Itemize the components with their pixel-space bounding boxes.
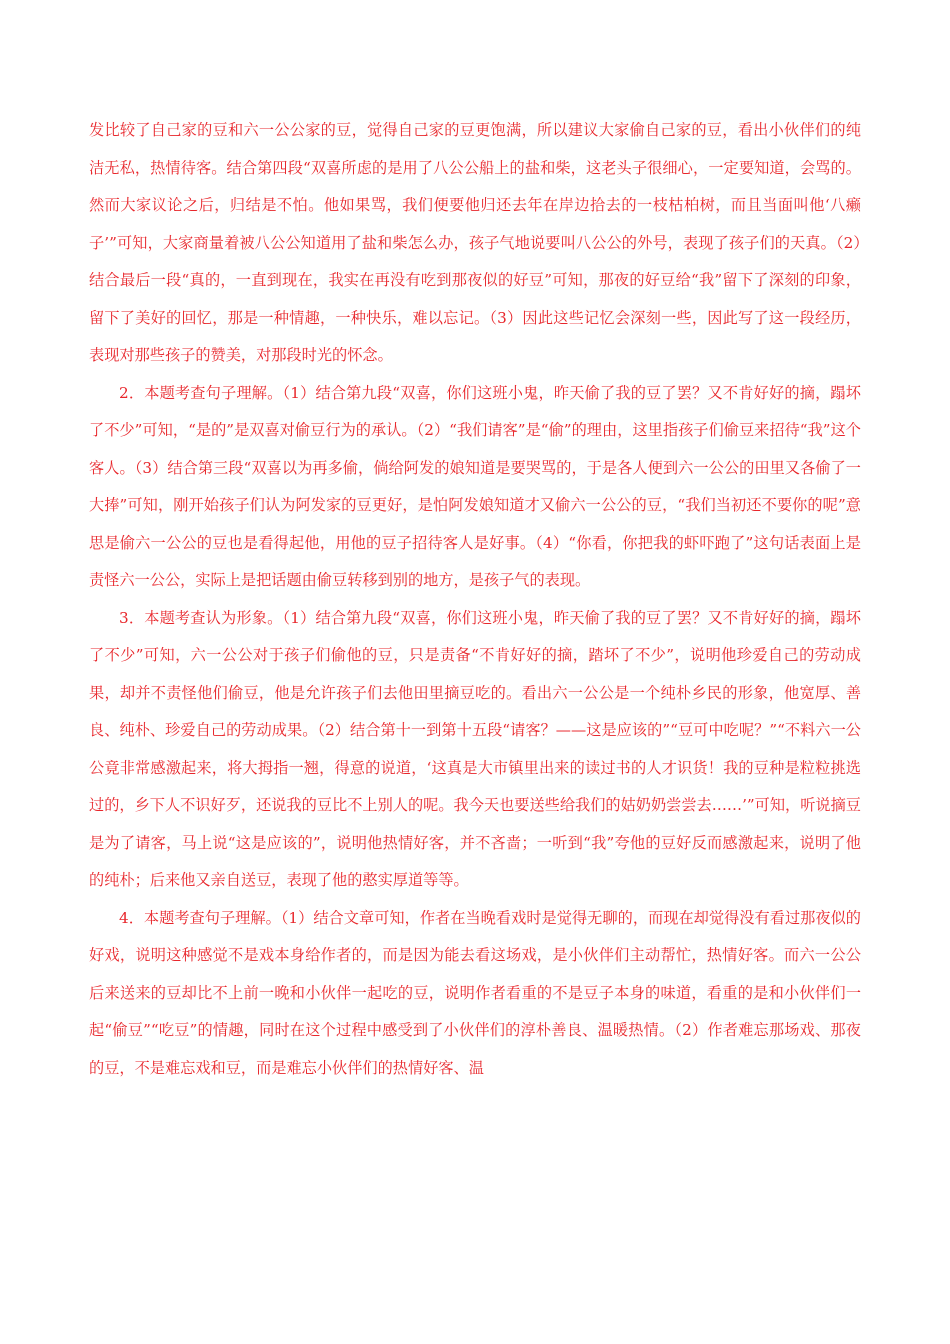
answer-paragraph-3: 3．本题考查认为形象。（1）结合第九段“双喜，你们这班小鬼，昨天偷了我的豆了罢？又不肯好好的摘，蹋坏了不少”可知，六一公公对于孩子们偷他的豆，只是责备“不肯好好的摘，踏坏了不少”，说明他珍爱自己的劳动成果，却并不责怪他们偷豆，他是允许孩子们去他田里摘豆吃的。看出六一公公是一个纯朴乡民的形象，他宽厚、善良、纯朴、珍爱自己的劳动成果。（2）结合第十一到第十五段“请客？——这是应该的”“豆可中吃呢？”“不料六一公公竟非常感激起来，将大拇指一翘，得意的说道，‘这真是大市镇里出来的读过书的人才识货！我的豆种是粒粒挑选过的，乡下人不识好歹，还说我的豆比不上别人的呢。我今天也要送些给我们的姑奶奶尝尝去……’”可知，听说摘豆是为了请客，马上说“这是应该的”，说明他热情好客，并不吝啬；一听到“我”夸他的豆好反而感激起来，说明了他的纯朴；后来他又亲自送豆，表现了他的憨实厚道等等。 (89, 608, 861, 889)
answer-paragraph-4: 4．本题考查句子理解。（1）结合文章可知，作者在当晚看戏时是觉得无聊的，而现在却觉得没有看过那夜似的好戏，说明这种感觉不是戏本身给作者的，而是因为能去看这场戏，是小伙伴们主动帮忙，热情好客。而六一公公后来送来的豆却比不上前一晚和小伙伴一起吃的豆，说明作者看重的不是豆子本身的味道，看重的是和小伙伴们一起“偷豆”“吃豆”的情趣，同时在这个过程中感受到了小伙伴们的淳朴善良、温暖热情。（2）作者难忘那场戏、那夜的豆，不是难忘戏和豆，而是难忘小伙伴们的热情好客、温 (89, 908, 861, 1077)
answer-paragraph-2: 2．本题考查句子理解。（1）结合第九段“双喜，你们这班小鬼，昨天偷了我的豆了罢？又不肯好好的摘，蹋坏了不少”可知，“是的”是双喜对偷豆行为的承认。（2）“我们请客”是“偷”的理由，这里指孩子们偷豆来招待“我”这个客人。（3）结合第三段“双喜以为再多偷，倘给阿发的娘知道是要哭骂的，于是各人便到六一公公的田里又各偷了一大捧”可知，刚开始孩子们认为阿发家的豆更好，是怕阿发娘知道才又偷六一公公的豆，“我们当初还不要你的呢”意思是偷六一公公的豆也是看得起他，用他的豆子招待客人是好事。（4）“你看，你把我的虾吓跑了”这句话表面上是责怪六一公公，实际上是把话题由偷豆转移到别的地方，是孩子气的表现。 (89, 383, 861, 589)
answer-paragraph-continued: 发比较了自己家的豆和六一公公家的豆，觉得自己家的豆更饱满，所以建议大家偷自己家的豆，看出小伙伴们的纯洁无私，热情待客。结合第四段“双喜所虑的是用了八公公船上的盐和柴，这老头子很细心，一定要知道，会骂的。然而大家议论之后，归结是不怕。他如果骂，我们便要他归还去年在岸边拾去的一枝枯柏树，而且当面叫他‘八癞子’”可知，大家商量着被八公公知道用了盐和柴怎么办，孩子气地说要叫八公公的外号，表现了孩子们的天真。（2）结合最后一段“真的，一直到现在，我实在再没有吃到那夜似的好豆”可知，那夜的好豆给“我”留下了深刻的印象，留下了美好的回忆，那是一种情趣，一种快乐，难以忘记。（3）因此这些记忆会深刻一些，因此写了这一段经历，表现对那些孩子的赞美，对那段时光的怀念。 (89, 121, 861, 364)
answer-text-block (89, 112, 861, 1087)
